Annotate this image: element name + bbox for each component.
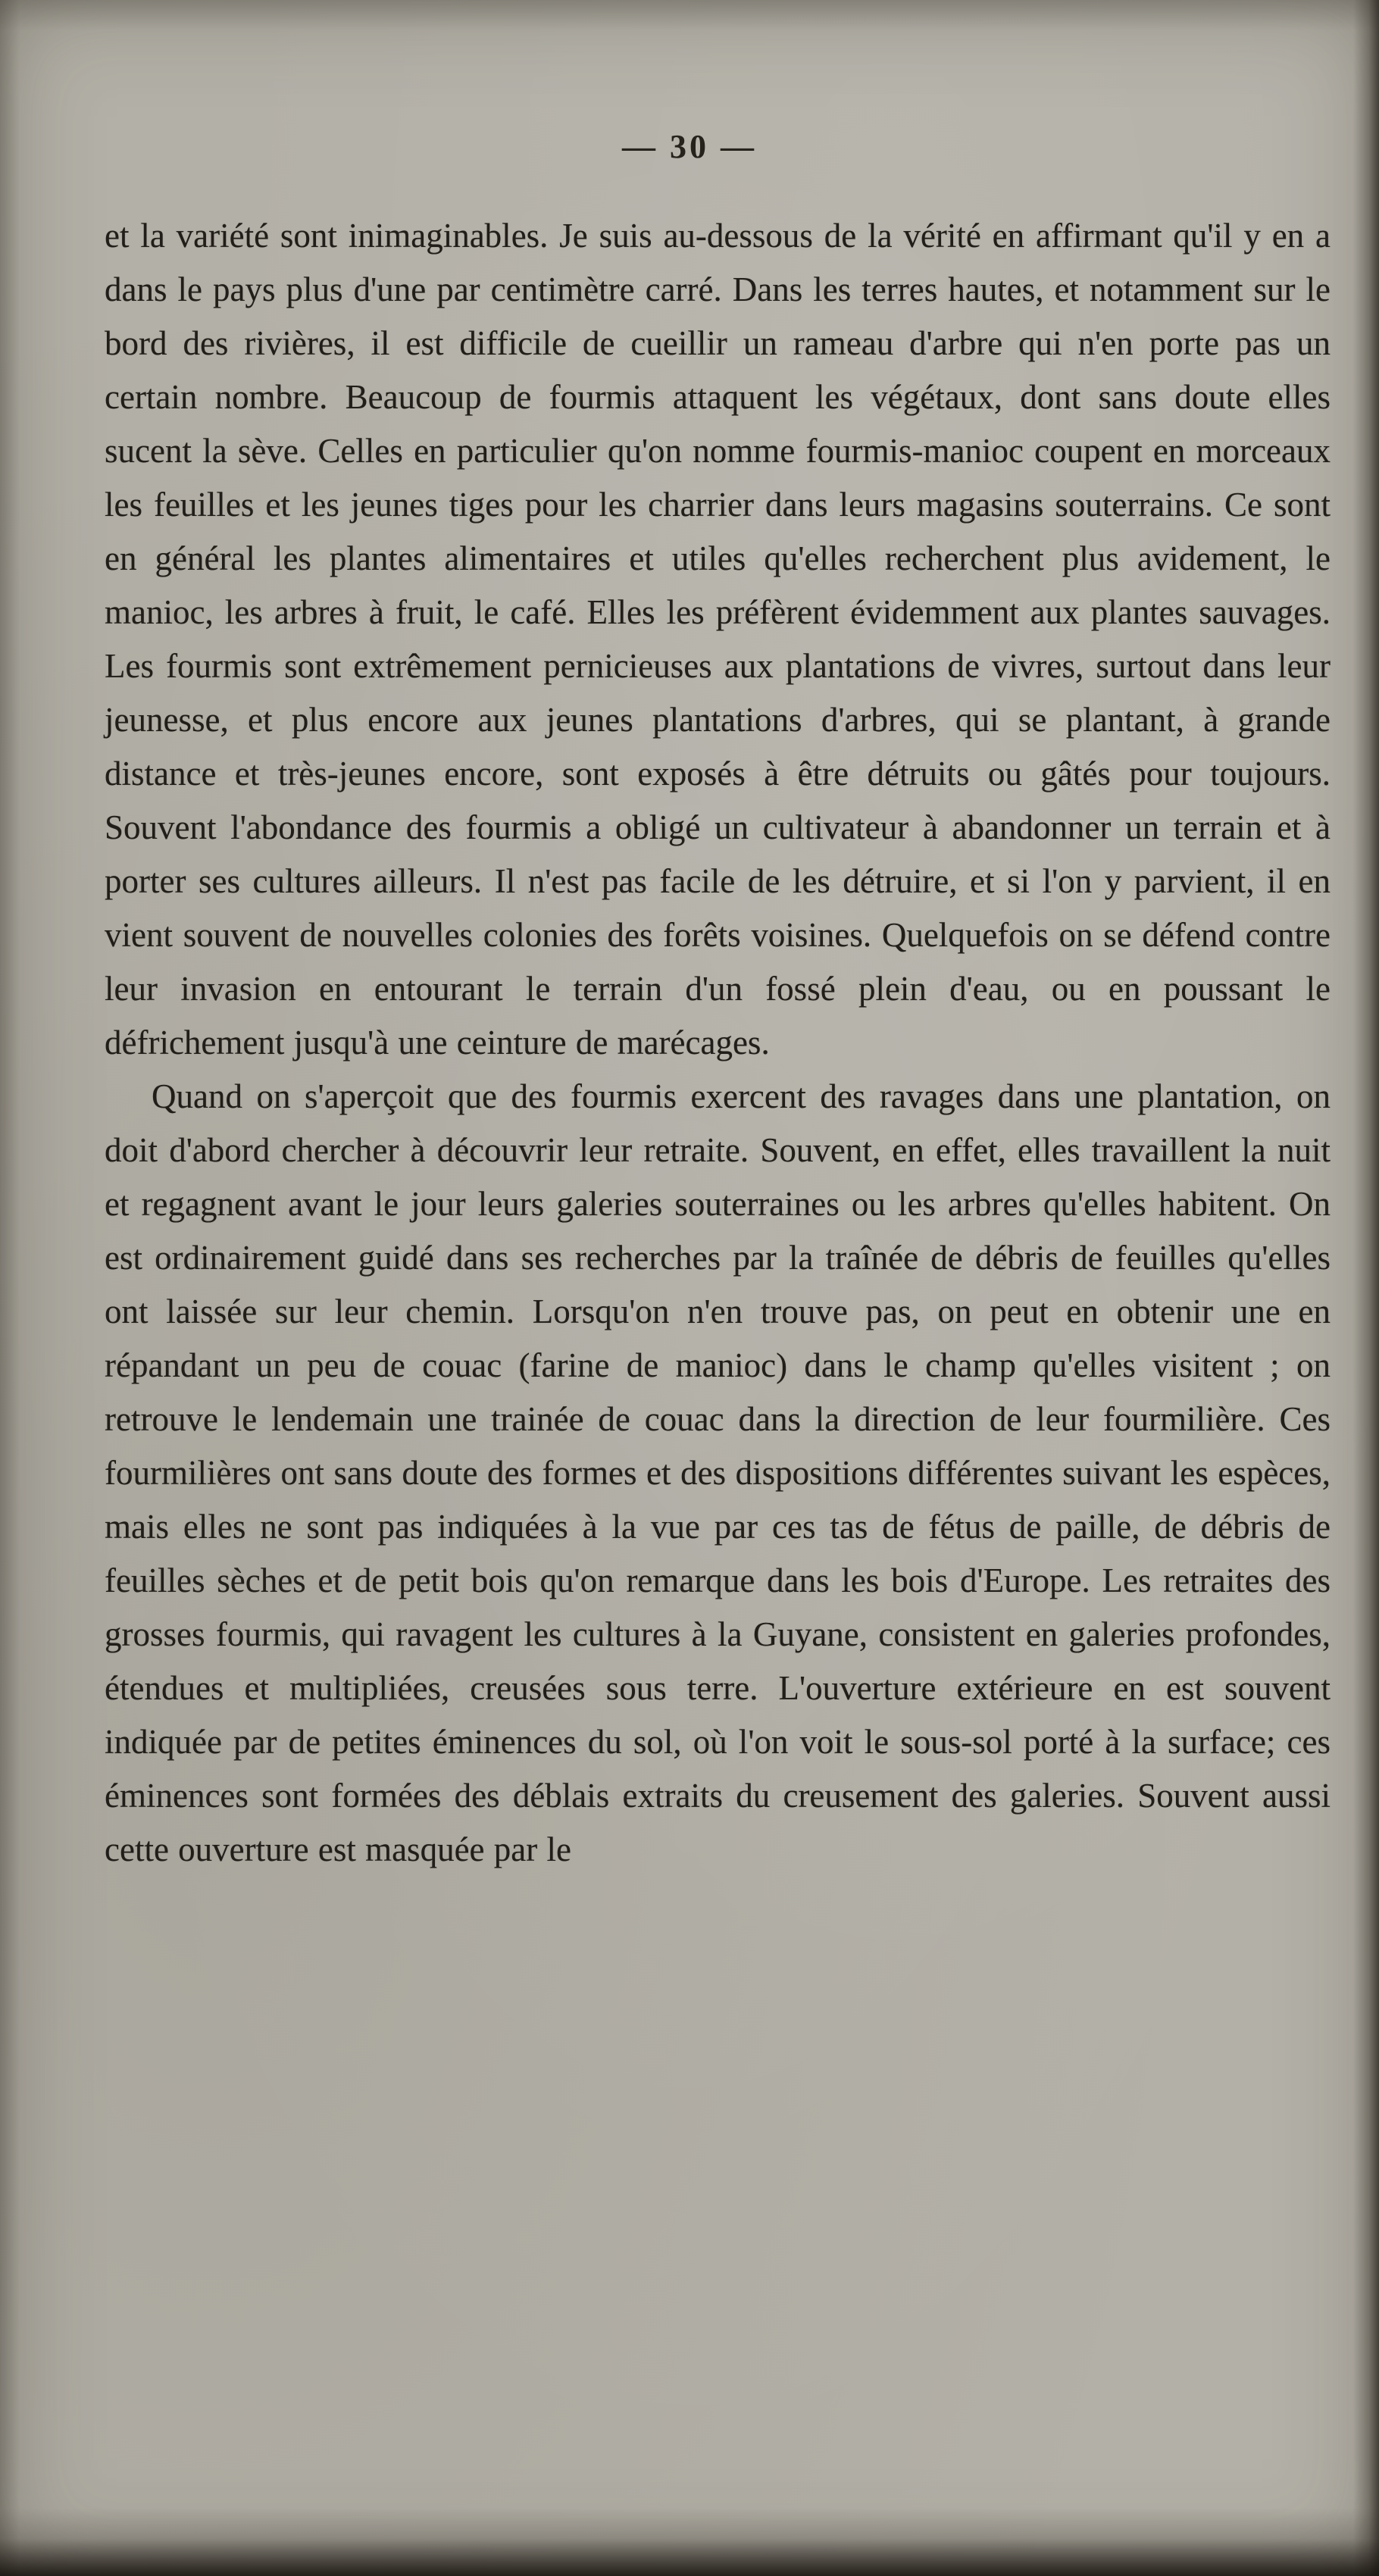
paragraph: Quand on s'aperçoit que des fourmis exercent des ravages dans une plantation, on doit d'abord chercher à découvrir leur retraite. Souvent, en effet, elles travaillent la nuit et regagnent avant le jour leurs galeries souterraines ou les arbres qu'elles habitent. On est ordinairement guidé dans ses recherches par la traînée de débris de feuilles qu'elles ont laissée sur leur chemin. Lorsqu'on n'en trouve pas, on peut en obtenir une en répandant un peu de couac (farine de manioc) dans le champ qu'elles visitent ; on retrouve le lendemain une trainée de couac dans la direction de leur fourmilière. Ces fourmilières ont sans doute des formes et des dispositions différentes suivant les espèces, mais elles ne sont pas indiquées à la vue par ces tas de fétus de paille, de débris de feuilles sèches et de petit bois qu'on remarque dans les bois d'Europe. Les retraites des grosses fourmis, qui ravagent les cultures à la Guyane, consistent en galeries profondes, étendues et multipliées, creusées sous terre. L'ouverture extérieure en est souvent indiquée par de petites éminences du sol, où l'on voit le sous-sol porté à la surface; ces éminences sont formées des déblais extraits du creusement des galeries. Souvent aussi cette ouverture est masquée par le [105, 1077, 1331, 1868]
page-text-block [105, 209, 1331, 1877]
page-edge-shadow-bottom [0, 2508, 1379, 2576]
page-edge-shadow-left [0, 0, 20, 2576]
page-number: — 30 — [622, 128, 757, 165]
page-edge-shadow-right [1353, 0, 1379, 2576]
paragraph-continuation: et la variété sont inimaginables. Je suis au-dessous de la vérité en affirmant qu'il y en a dans le pays plus d'une par centimètre carré. Dans les terres hautes, et notamment sur le bord des rivières, il est difficile de cueillir un rameau d'arbre qui n'en porte pas un certain nombre. Beaucoup de fourmis attaquent les végétaux, dont sans doute elles sucent la sève. Celles en particulier qu'on nomme fourmis-manioc coupent en morceaux les feuilles et les jeunes tiges pour les charrier dans leurs magasins souterrains. Ce sont en général les plantes alimentaires et utiles qu'elles recherchent plus avidement, le manioc, les arbres à fruit, le café. Elles les préfèrent évidemment aux plantes sauvages. Les fourmis sont extrêmement pernicieuses aux plantations de vivres, surtout dans leur jeunesse, et plus encore aux jeunes plantations d'arbres, qui se plantant, à grande distance et très-jeunes encore, sont exposés à être détruits ou gâtés pour toujours. Souvent l'abondance des fourmis a obligé un cultivateur à abandonner un terrain et à porter ses cultures ailleurs. Il n'est pas facile de les détruire, et si l'on y parvient, il en vient souvent de nouvelles colonies des forêts voisines. Quelquefois on se défend contre leur invasion en entourant le terrain d'un fossé plein d'eau, ou en poussant le défrichement jusqu'à une ceinture de marécages. [105, 217, 1331, 1061]
page-edge-shadow-top [0, 0, 1379, 30]
